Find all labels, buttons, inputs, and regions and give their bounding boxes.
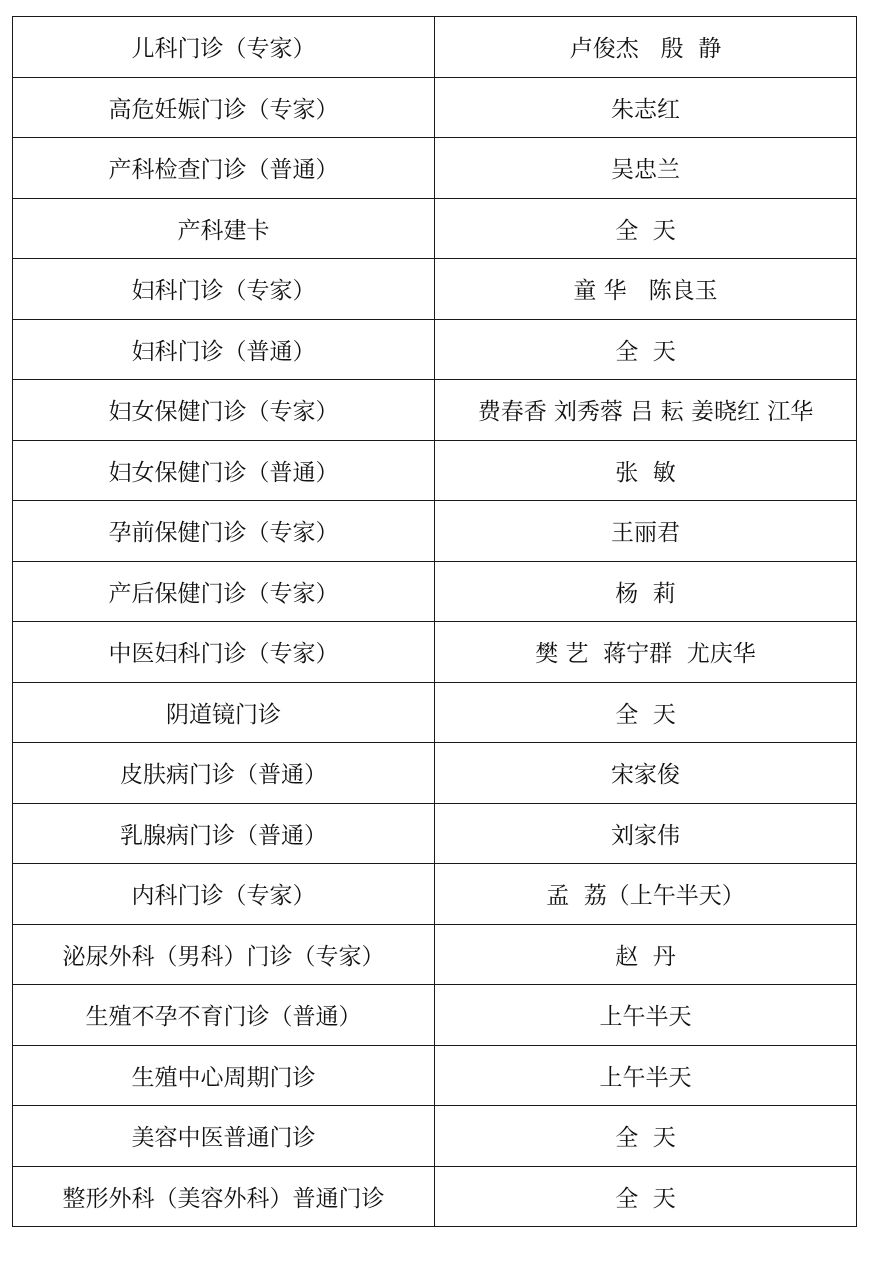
table-row [13,1166,857,1227]
department-cell: 阴道镜门诊 [13,682,435,743]
department-cell: 中医妇科门诊（专家） [13,622,435,683]
department-cell: 妇科门诊（专家） [13,259,435,320]
department-cell: 产科建卡 [13,198,435,259]
doctor-cell: 樊 艺 蒋宁群 尤庆华 [435,622,857,683]
clinic-schedule-table [12,16,857,1227]
doctor-cell: 宋家俊 [435,743,857,804]
schedule-table-body [13,17,857,1227]
doctor-cell: 全 天 [435,682,857,743]
doctor-cell: 刘家伟 [435,803,857,864]
table-row [13,803,857,864]
doctor-cell: 赵 丹 [435,924,857,985]
department-cell: 妇科门诊（普通） [13,319,435,380]
table-row [13,622,857,683]
doctor-cell: 朱志红 [435,77,857,138]
table-row [13,924,857,985]
doctor-cell: 张 敏 [435,440,857,501]
table-row [13,17,857,78]
department-cell: 美容中医普通门诊 [13,1106,435,1167]
doctor-cell: 全 天 [435,1166,857,1227]
table-row [13,1045,857,1106]
doctor-cell: 王丽君 [435,501,857,562]
doctor-cell: 杨 莉 [435,561,857,622]
doctor-cell: 童 华 陈良玉 [435,259,857,320]
department-cell: 整形外科（美容外科）普通门诊 [13,1166,435,1227]
department-cell: 孕前保健门诊（专家） [13,501,435,562]
doctor-cell: 全 天 [435,1106,857,1167]
department-cell: 妇女保健门诊（普通） [13,440,435,501]
table-row [13,138,857,199]
table-row [13,440,857,501]
table-row [13,743,857,804]
doctor-cell: 吴忠兰 [435,138,857,199]
department-cell: 儿科门诊（专家） [13,17,435,78]
table-row [13,985,857,1046]
department-cell: 妇女保健门诊（专家） [13,380,435,441]
table-row [13,259,857,320]
department-cell: 内科门诊（专家） [13,864,435,925]
table-row [13,319,857,380]
table-row [13,198,857,259]
department-cell: 乳腺病门诊（普通） [13,803,435,864]
table-row [13,682,857,743]
doctor-cell: 全 天 [435,319,857,380]
department-cell: 生殖不孕不育门诊（普通） [13,985,435,1046]
doctor-cell: 全 天 [435,198,857,259]
doctor-cell: 费春香 刘秀蓉 吕 耘 姜晓红 江华 [435,380,857,441]
table-row [13,77,857,138]
table-row [13,864,857,925]
table-row [13,380,857,441]
doctor-cell: 上午半天 [435,1045,857,1106]
department-cell: 生殖中心周期门诊 [13,1045,435,1106]
department-cell: 高危妊娠门诊（专家） [13,77,435,138]
doctor-cell: 孟 荔（上午半天） [435,864,857,925]
table-row [13,501,857,562]
department-cell: 泌尿外科（男科）门诊（专家） [13,924,435,985]
table-row [13,1106,857,1167]
doctor-cell: 上午半天 [435,985,857,1046]
doctor-cell: 卢俊杰 殷 静 [435,17,857,78]
department-cell: 皮肤病门诊（普通） [13,743,435,804]
department-cell: 产科检查门诊（普通） [13,138,435,199]
table-row [13,561,857,622]
department-cell: 产后保健门诊（专家） [13,561,435,622]
